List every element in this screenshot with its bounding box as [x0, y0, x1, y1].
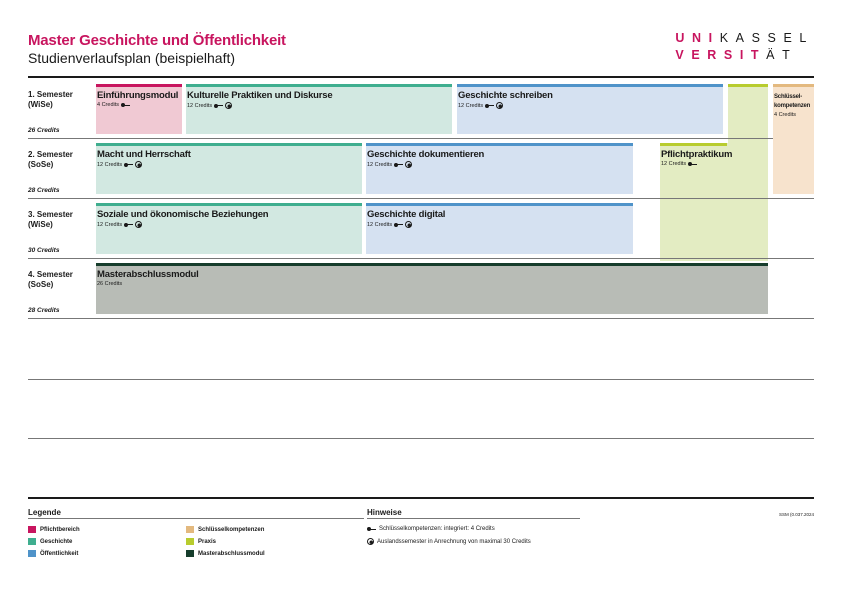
module-kulturelle-praktiken[interactable]: Kulturelle Praktiken und Diskurse 12 Credits [186, 84, 452, 134]
semester-2-label: 2. Semester (SoSe) [28, 150, 73, 169]
semester-2-credits: 28 Credits [28, 187, 60, 194]
version-stamp: SSM (0.037.2024 [778, 512, 814, 517]
key-icon [688, 162, 697, 166]
key-icon [214, 104, 223, 108]
module-macht-und-herrschaft[interactable]: Macht und Herrschaft 12 Credits [96, 143, 362, 194]
semester-4-credits: 28 Credits [28, 307, 60, 314]
footer-rule [28, 497, 814, 499]
key-icon [394, 163, 403, 167]
module-geschichte-dokumentieren[interactable]: Geschichte dokumentieren 12 Credits [366, 143, 633, 194]
semester-4-label: 4. Semester (SoSe) [28, 270, 73, 289]
key-icon [124, 223, 133, 227]
page-title: Master Geschichte und Öffentlichkeit [28, 32, 286, 49]
key-icon [485, 104, 494, 108]
hinweise-title: Hinweise [367, 508, 402, 517]
legend-item-schluessel: Schlüsselkompetenzen [186, 526, 264, 533]
note-key: Schlüsselkompetenzen: integriert: 4 Credits [367, 526, 495, 532]
legend-item-master: Masterabschlussmodul [186, 550, 265, 557]
row-divider [28, 258, 814, 259]
legend-item-praxis: Praxis [186, 538, 216, 545]
globe-icon [405, 161, 412, 168]
page-subtitle: Studienverlaufsplan (beispielhaft) [28, 50, 236, 66]
hinweise-rule [367, 518, 580, 519]
row-divider [28, 438, 814, 439]
note-globe: Auslandssemester in Anrechnung von maximal 30 Credits [367, 538, 531, 545]
module-soziale-oekonomische-beziehungen[interactable]: Soziale und ökonomische Beziehungen 12 Credits [96, 203, 362, 254]
semester-3-label: 3. Semester (WiSe) [28, 210, 73, 229]
legend-item-pflicht: Pflichtbereich [28, 526, 80, 533]
row-divider [28, 379, 814, 380]
legend-item-oeffentlichkeit: Öffentlichkeit [28, 550, 78, 557]
module-geschichte-schreiben[interactable]: Geschichte schreiben 12 Credits [457, 84, 723, 134]
row-divider [28, 198, 814, 199]
legend-title: Legende [28, 508, 61, 517]
legend-item-geschichte: Geschichte [28, 538, 72, 545]
semester-3-credits: 30 Credits [28, 247, 60, 254]
semester-1-credits: 26 Credits [28, 127, 60, 134]
key-icon [121, 103, 130, 107]
globe-icon [367, 538, 374, 545]
module-einfuehrungsmodul[interactable]: Einführungsmodul 4 Credits [96, 84, 182, 134]
key-icon [367, 527, 376, 531]
module-pflichtpraktikum[interactable]: Pflichtpraktikum 12 Credits [660, 143, 727, 173]
globe-icon [496, 102, 503, 109]
key-icon [124, 163, 133, 167]
row-divider [28, 318, 814, 319]
legend-rule [28, 518, 364, 519]
globe-icon [135, 161, 142, 168]
globe-icon [135, 221, 142, 228]
module-schluesselkompetenzen[interactable]: Schlüssel- kompetenzen 4 Credits [773, 84, 814, 194]
globe-icon [225, 102, 232, 109]
semester-1-label: 1. Semester (WiSe) [28, 90, 73, 109]
module-masterabschlussmodul[interactable]: Masterabschlussmodul 26 Credits [96, 263, 768, 314]
uni-kassel-logo: UNIKASSEL VERSITÄT [675, 31, 814, 62]
key-icon [394, 223, 403, 227]
header-rule [28, 76, 814, 78]
globe-icon [405, 221, 412, 228]
row-divider [28, 138, 814, 139]
module-geschichte-digital[interactable]: Geschichte digital 12 Credits [366, 203, 633, 254]
